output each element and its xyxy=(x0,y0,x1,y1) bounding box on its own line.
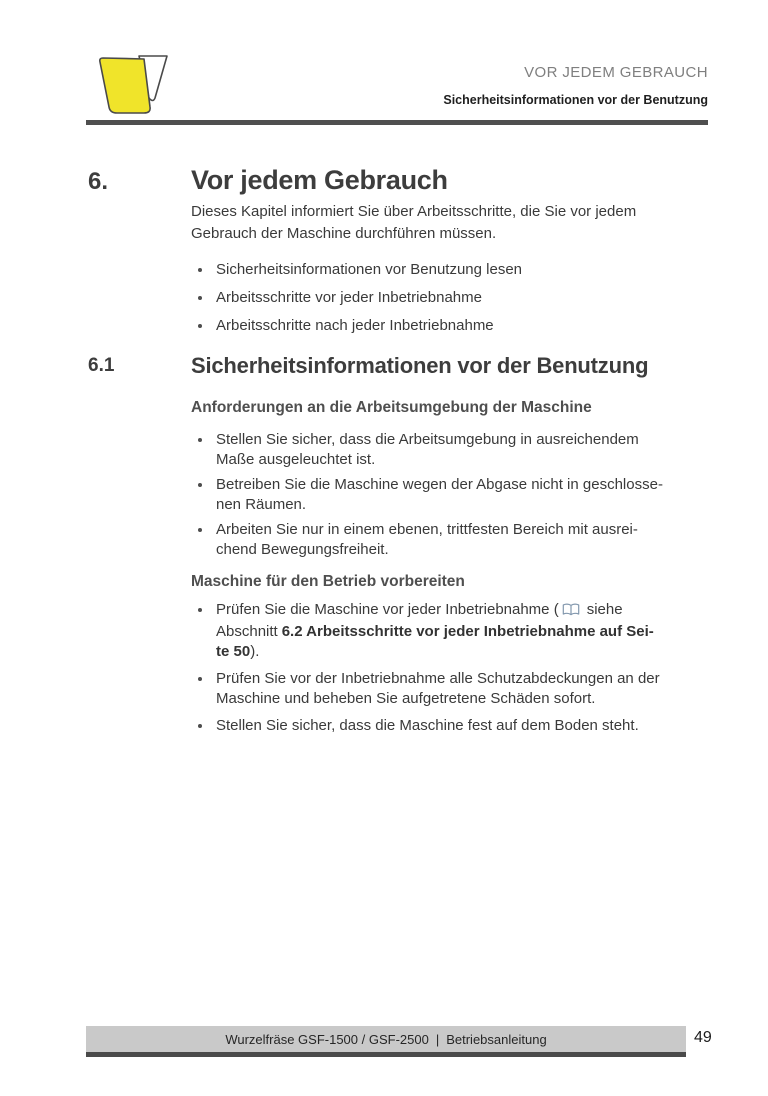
chapter-number: 6. xyxy=(88,168,109,195)
work-environment-bullet-list xyxy=(191,430,716,565)
section-number: 6.1 xyxy=(88,355,115,376)
crossref-link[interactable]: te 50 xyxy=(216,643,251,660)
intro-line: Dieses Kapitel informiert Sie über Arbeitsschritte, die Sie vor jedem xyxy=(191,203,637,220)
footer-manual-title: Wurzelfräse GSF-1500 / GSF-2500 xyxy=(225,1031,429,1047)
list-item-text: nen Räumen. xyxy=(216,496,307,513)
crossref-link[interactable]: 6.2 Arbeitsschritte vor jeder Inbetriebnahme auf Sei- xyxy=(281,623,654,640)
list-item-text: Arbeitsschritte nach jeder Inbetriebnahme xyxy=(216,317,494,334)
subsection-heading: Anforderungen an die Arbeitsumgebung der Maschine xyxy=(191,399,592,416)
header-rule xyxy=(86,120,708,125)
bullet-dot-icon xyxy=(198,608,202,612)
crossref-text: ). xyxy=(250,643,260,660)
list-item xyxy=(191,716,716,736)
bullet-dot-icon xyxy=(198,324,202,328)
page-number: 49 xyxy=(694,1029,712,1046)
subsection-heading: Maschine für den Betrieb vorbereiten xyxy=(191,573,465,590)
list-item-text: Arbeiten Sie nur in einem ebenen, trittfesten Bereich mit ausrei- xyxy=(216,521,638,538)
preparation-bullet-list xyxy=(191,600,716,743)
crossref-text: Prüfen Sie die Maschine vor jeder Inbetriebnahme ( xyxy=(216,601,559,618)
footer-bar xyxy=(86,1026,686,1057)
list-item-text: Stellen Sie sicher, dass die Maschine fest auf dem Boden steht. xyxy=(216,717,639,734)
intro-paragraph xyxy=(191,201,711,245)
chapter-title: Vor jedem Gebrauch xyxy=(191,165,448,195)
list-item-text: Betreiben Sie die Maschine wegen der Abgase nicht in geschlosse- xyxy=(216,476,663,493)
bullet-dot-icon xyxy=(198,528,202,532)
list-item-text xyxy=(216,622,654,642)
list-item xyxy=(191,600,716,662)
list-item-text: Arbeitsschritte vor jeder Inbetriebnahme xyxy=(216,289,482,306)
list-item-text: Sicherheitsinformationen vor Benutzung lesen xyxy=(216,261,523,278)
list-item xyxy=(191,520,716,560)
bullet-dot-icon xyxy=(198,268,202,272)
footer-manual-type: Betriebsanleitung xyxy=(446,1031,547,1047)
list-item-text: Maschine und beheben Sie aufgetretene Schäden sofort. xyxy=(216,690,596,707)
list-item xyxy=(191,430,716,470)
list-item-text: Maße ausgeleuchtet ist. xyxy=(216,451,376,468)
list-item xyxy=(191,669,716,709)
overview-bullet-list xyxy=(191,260,716,344)
list-item xyxy=(191,316,716,335)
bullet-dot-icon xyxy=(198,438,202,442)
running-header-section: Sicherheitsinformationen vor der Benutzung xyxy=(443,93,708,107)
open-book-icon xyxy=(562,602,580,622)
bullet-dot-icon xyxy=(198,677,202,681)
list-item-text: chend Bewegungsfreiheit. xyxy=(216,541,389,558)
footer-separator: | xyxy=(435,1031,440,1047)
crossref-text: Abschnitt xyxy=(216,623,278,640)
crossref-text: siehe xyxy=(586,601,623,618)
intro-line: Gebrauch der Maschine durchführen müssen. xyxy=(191,225,497,242)
bullet-dot-icon xyxy=(198,724,202,728)
list-item-text: Stellen Sie sicher, dass die Arbeitsumgebung in ausreichendem xyxy=(216,431,639,448)
list-item-text: Prüfen Sie vor der Inbetriebnahme alle Schutzabdeckungen an der xyxy=(216,670,660,687)
list-item xyxy=(191,288,716,307)
list-item-text xyxy=(216,642,654,662)
list-item-text xyxy=(216,600,654,622)
bullet-dot-icon xyxy=(198,483,202,487)
brand-logo-icon xyxy=(92,52,170,116)
list-item xyxy=(191,475,716,515)
running-header-chapter: VOR JEDEM GEBRAUCH xyxy=(524,64,708,81)
section-title: Sicherheitsinformationen vor der Benutzung xyxy=(191,353,649,378)
bullet-dot-icon xyxy=(198,296,202,300)
list-item xyxy=(191,260,716,279)
